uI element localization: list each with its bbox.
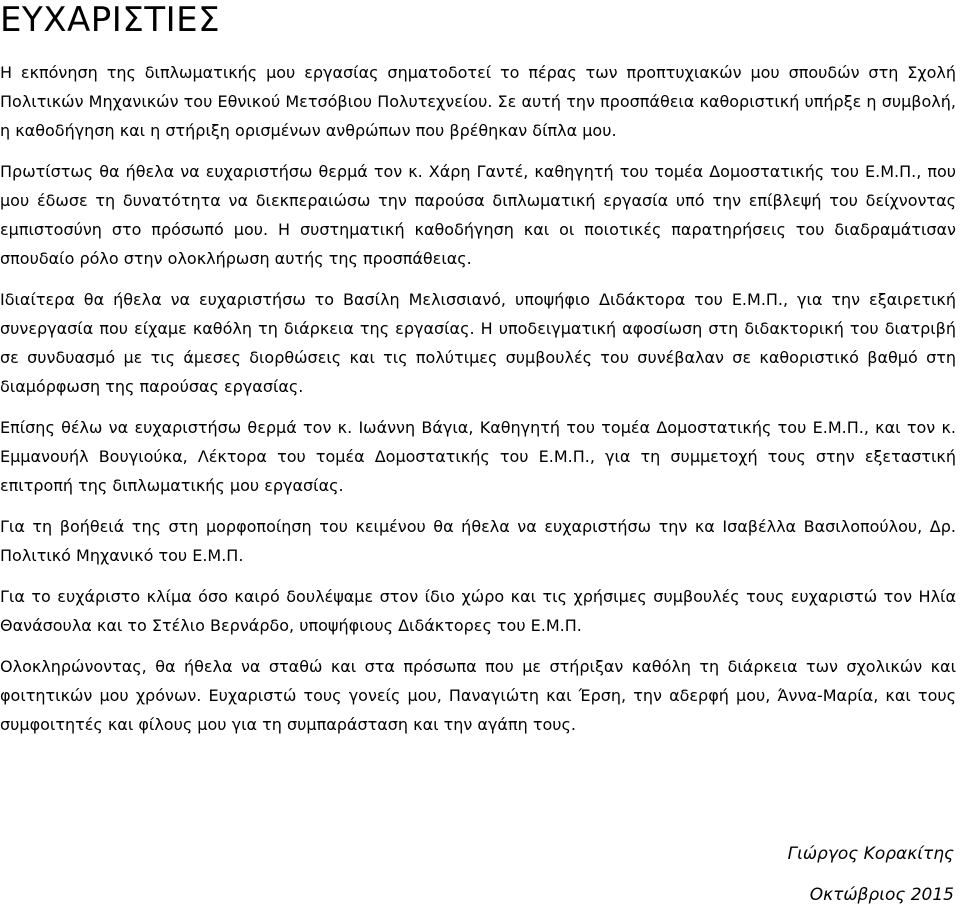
signature-date: Οκτώβριος 2015 <box>809 885 954 905</box>
paragraph-formatting: Για τη βοήθειά της στη μορφοποίηση του κειμένου θα ήθελα να ευχαριστήσω την κα Ισαβέλλα Βασιλοπούλου, Δρ. Πολιτικό Μηχανικό του Ε.Μ.Π. <box>0 517 956 565</box>
paragraph-colleagues: Για το ευχάριστο κλίμα όσο καιρό δουλέψαμε στον ίδιο χώρο και τις χρήσιμες συμβουλές τους ευχαριστώ τον Ηλία Θανάσουλα και το Στέλιο Βερνάρδο, υποψήφιους Διδάκτορες του Ε.Μ.Π. <box>0 587 956 635</box>
paragraph-intro: Η εκπόνηση της διπλωματικής μου εργασίας σηματοδοτεί το πέρας των προπτυχιακών μου σπουδών στη Σχολή Πολιτικών Μηχανικών του Εθνικού Μετσόβιου Πολυτεχνείου. Σε αυτή την προσπάθεια καθοριστική υπήρξε η συμβολή, η καθοδήγηση και η στήριξη ορισμένων ανθρώπων που βρέθηκαν δίπλα μου. <box>0 63 956 140</box>
paragraph-phd-candidate: Ιδιαίτερα θα ήθελα να ευχαριστήσω το Βασίλη Μελισσιανό, υποψήφιο Διδάκτορα του Ε.Μ.Π., για την εξαιρετική συνεργασία που είχαμε καθόλη τη διάρκεια της εργασίας. Η υποδειγματική αφοσίωση στη διδακτορική του διατριβή σε συνδυασμό με τις άμεσες διορθώσεις και τις πολύτιμες συμβουλές του συνέβαλαν σε καθοριστικό βαθμό στη διαμόρφωση της παρούσας εργασίας. <box>0 290 956 396</box>
paragraph-committee: Επίσης θέλω να ευχαριστήσω θερμά τον κ. Ιωάννη Βάγια, Καθηγητή του τομέα Δομοστατικής του Ε.Μ.Π., και τον κ. Εμμανουήλ Βουγιούκα, Λέκτορα του τομέα Δομοστατικής του Ε.Μ.Π., για τη συμμετοχή τους στην εξεταστική επιτροπή της διπλωματικής μου εργασίας. <box>0 418 956 495</box>
signature-name: Γιώργος Κορακίτης <box>787 844 954 864</box>
paragraph-family: Ολοκληρώνοντας, θα ήθελα να σταθώ και στα πρόσωπα που με στήριξαν καθόλη τη διάρκεια των σχολικών και φοιτητικών μου χρόνων. Ευχαριστώ τους γονείς μου, Παναγιώτη και Έρση, την αδερφή μου, Άννα-Μαρία, και τους συμφοιτητές και φίλους μου για τη συμπαράσταση και την αγάπη τους. <box>0 657 956 734</box>
page-title: ΕΥΧΑΡΙΣΤΙΕΣ <box>0 0 221 40</box>
paragraph-supervisor: Πρωτίστως θα ήθελα να ευχαριστήσω θερμά τον κ. Χάρη Γαντέ, καθηγητή του τομέα Δομοστατικής του Ε.Μ.Π., που μου έδωσε τη δυνατότητα να διεκπεραιώσω την παρούσα διπλωματική εργασία υπό την επίβλεψή του δείχνοντας εμπιστοσύνη στο πρόσωπό μου. Η συστηματική καθοδήγηση και οι ποιοτικές παρατηρήσεις του διαδραμάτισαν σπουδαίο ρόλο στην ολοκλήρωση αυτής της προσπάθειας. <box>0 162 956 268</box>
body-text <box>0 58 956 751</box>
